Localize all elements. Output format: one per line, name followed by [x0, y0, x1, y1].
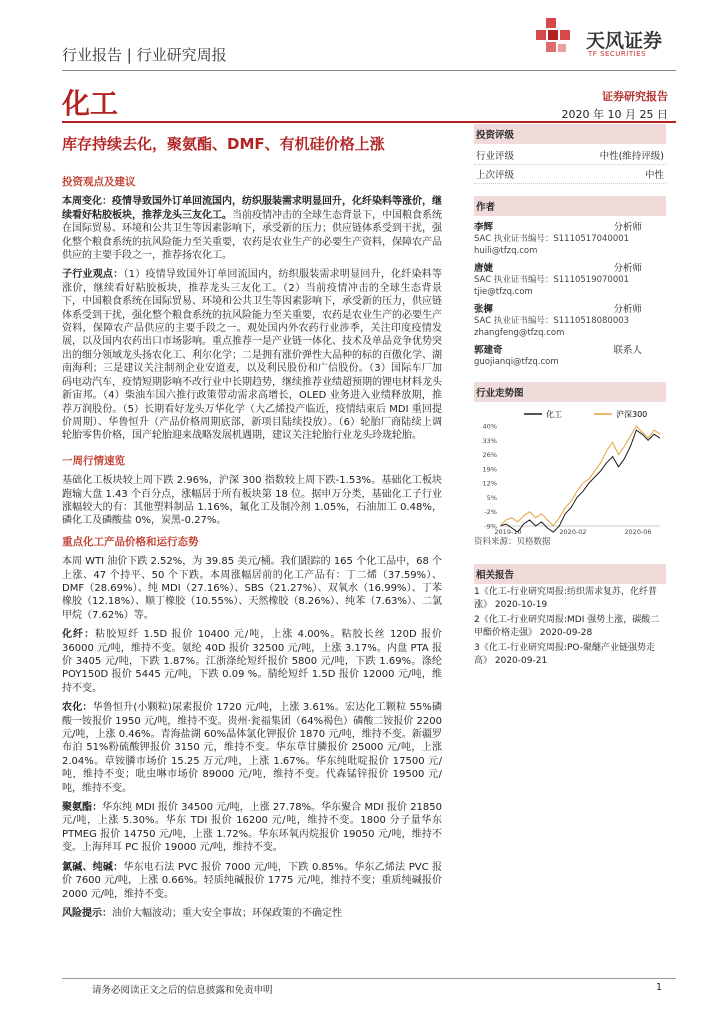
- related-heading: 相关报告: [474, 564, 666, 584]
- paragraph-agro: [62, 701, 442, 795]
- trend-chart-svg: [474, 406, 666, 536]
- author-title: 分析师: [613, 222, 642, 233]
- logo-subtitle: TF SECURITIES: [588, 50, 647, 58]
- report-date: 2020 年 10 月 25 日: [561, 108, 668, 121]
- trend-heading: 行业走势图: [474, 382, 666, 402]
- related-report-item[interactable]: 2《化工-行业研究周报:MDI 强势上涨，碳酸二甲酯价格走强》 2020-09-28: [474, 615, 660, 638]
- y-tick-label: 26%: [482, 451, 497, 460]
- author-title: 联系人: [613, 345, 642, 356]
- author-name: 郭建奇: [474, 345, 503, 356]
- series-line: [500, 430, 660, 532]
- label-subindustry: 子行业观点：: [62, 269, 124, 281]
- author-entry: [474, 219, 666, 257]
- author-name: 张樨: [474, 304, 494, 315]
- author-email[interactable]: zhangfeng@tfzq.com: [474, 328, 565, 338]
- x-tick-label: 2020-06: [624, 528, 652, 536]
- page-number: 1: [655, 982, 662, 993]
- author-cert: SAC 执业证书编号：S1110518080003: [474, 316, 630, 326]
- rating-value: 中性: [644, 170, 664, 181]
- title-divider: [62, 121, 676, 123]
- y-tick-label: 5%: [486, 493, 497, 502]
- author-entry: [474, 260, 666, 298]
- text-polyurethane: 华东纯 MDI 报价 34500 元/吨，上涨 27.78%。华东聚合 MDI 报价 21850 元/吨，上涨 5.30%。华东 TDI 报价 16200 元/吨，维持不变。1800 分子量华东 PTMEG 报价 14750 元/吨，上涨 1.72%。华东环氧丙烷报价 19050 元/吨，维持不变。上海拜耳 PC 报价 19000 元/吨，维持不变。: [62, 802, 443, 854]
- document-type: 证券研究报告: [602, 90, 668, 103]
- text-weekly-change: 当前疫情冲击的全球生态背景下，中国粮食系统在国际贸易、环境和公共卫生等因素影响下，承受新的压力；供应链体系受到干扰，强化整个粮食系统的抗风险能力至关重要，农药是农业生产的必要生产资料，保障农产品供应的主要手段之一，推荐扬农化工。: [62, 209, 442, 262]
- y-tick-label: -2%: [484, 508, 497, 517]
- y-tick-label: 19%: [482, 465, 497, 474]
- paragraph-polyurethane: [62, 801, 442, 855]
- author-name: 唐婕: [474, 263, 494, 274]
- header-divider: [62, 70, 676, 71]
- label-fiber: 化纤：: [62, 629, 96, 641]
- legend-label: 沪深300: [616, 410, 648, 419]
- report-category: 行业报告 | 行业研究周报: [62, 46, 227, 64]
- y-tick-label: 12%: [482, 479, 497, 488]
- logo-mark-icon: [536, 18, 570, 52]
- related-report-item[interactable]: 1《化工-行业研究周报:纺织需求复苏，化纤普涨》 2020-10-19: [474, 587, 658, 610]
- author-email[interactable]: guojianqi@tfzq.com: [474, 357, 559, 367]
- paragraph-market: 基础化工板块较上周下跌 2.96%，沪深 300 指数较上周下跌-1.53%。基础化工板块跑输大盘 1.43 个百分点，涨幅居于所有板块第 18 位。据申万分类，基础化工子行业涨幅较大的有：其他塑料制品 1.16%，氟化工及制冷剂 1.05%，石油加工 0.48%，磷化工及磷酸盐 0%，炭黑-0.27%。: [62, 475, 442, 527]
- author-cert: SAC 执业证书编号：S1110517040001: [474, 234, 630, 244]
- author-entry: [474, 342, 666, 368]
- text-risk: 油价大幅波动；重大安全事故；环保政策的不确定性: [112, 907, 342, 919]
- label-risk: 风险提示：: [62, 907, 112, 919]
- text-subindustry: （1）疫情导致国外订单回流国内，纺织服装需求明显回升，化纤染料等涨价，继续看好粘胶板块，推荐龙头三友化工。（2）当前疫情冲击的全球生态背景下，中国粮食系统在国际贸易、环境和公共卫生等因素影响下，承受新的压力，供应链体系受到干扰，强化整个粮食系统的抗风险能力至关重要，农药是农业生产的必要生产资料，保障农产品供应的主要手段之一。观处国内外农药行业涉季，关注印度疫情发展，以及国内农药出口市场影响。重点推荐一是产业链一体化、技术及单品竞争优势突出的细分领域龙头扬农化工、利尔化学；二是拥有涨价弹性大品种的标的百傲化学、湖南海利；三是建议关注制剂企业安道麦，以及利民股份和广信股份。（3）国际车厂加码电动汽车，疫情短期影响不改行业中长期趋势，继续推荐业绩超预期的锂电材料龙头新宙邦。（4）柴油车国六推行政策带动需求高增长，OLED 业务进入业绩释放期，推荐万润股份。（5）长期看好龙头万华化学（大乙烯投产临近，疫情结束后 MDI 重回提价周期）、华鲁恒升（产品价格周期底部，新项目陆续投放）。（6）轮胎厂商陆续上调轮胎零售价格，国产轮胎迎来战略发展机遇期，建议关注轮胎行业龙头玲珑轮胎。: [62, 269, 442, 442]
- legend-label: 化工: [546, 410, 562, 419]
- text-agro: 华鲁恒升(小颗粒)尿素报价 1720 元/吨，上涨 3.61%。宏达化工颗粒 55%磷酸一铵报价 1950 元/吨，维持不变。贵州·瓮福集团（64%褐色）磷酸二铵报价 2200 元/吨，上涨 0.46%。青海盐湖 60%晶体氯化钾报价 1870 元/吨，维持不变。新疆罗布泊 51%粉硫酸钾报价 3150 元，维持不变。华东草甘膦报价 25000 元/吨，上涨 2.04%。草铵膦市场价 15.25 万元/吨，上涨 1.67%。华东纯吡啶报价 17500 元/吨，维持不变；吡虫啉市场价 89000 元/吨，维持不变。代森锰锌报价 19500 元/吨，维持不变。: [62, 702, 442, 794]
- text-fiber: 粘胶短纤 1.5D 报价 10400 元/吨，上涨 4.00%。粘胶长丝 120D 报价 36000 元/吨，维持不变。氨纶 40D 报价 32500 元/吨，上涨 3.17%。内盘 PTA 报价 3405 元/吨，下跌 1.87%。江浙涤纶短纤报价 5800 元/吨，下跌 1.69%。涤纶 POY150D 报价 5445 元/吨，下跌 0.09 %。腈纶短纤 1.5D 报价 12000 元/吨，维持不变。: [62, 629, 443, 694]
- x-tick-label: 2019-10: [494, 528, 522, 536]
- y-tick-label: -9%: [484, 522, 497, 531]
- author-title: 分析师: [613, 304, 642, 315]
- paragraph-weekly-change: [62, 195, 442, 262]
- chart-source: 资料来源：贝格数据: [474, 537, 551, 547]
- author-title: 分析师: [613, 263, 642, 274]
- y-tick-label: 33%: [482, 436, 497, 445]
- trend-chart: [474, 406, 666, 536]
- footer-disclaimer: 请务必阅读正文之后的信息披露和免责申明: [92, 985, 273, 996]
- rating-value: 中性(维持评级): [599, 151, 664, 162]
- main-content: [62, 176, 442, 926]
- label-weekly-change: 本周变化：: [62, 196, 112, 208]
- rating-heading: 投资评级: [474, 124, 666, 144]
- label-polyurethane: 聚氨酯：: [62, 802, 103, 814]
- paragraph-fiber: [62, 628, 442, 695]
- section-title-products: 重点化工产品价格和运行态势: [62, 535, 199, 548]
- rating-row: [474, 165, 666, 184]
- paragraph-oil: 本周 WTI 油价下跌 2.52%，为 39.85 美元/桶。我们跟踪的 165 个化工品中，68 个上涨、47 个持平、50 个下跌。本周涨幅居前的化工产品有：丁二烯（37.59%）、DMF（28.69%）、纯 MDI（27.16%）、SBS（21.27%）、双氧水（16.99%）、丁苯橡胶（12.18%）、顺丁橡胶（10.55%）、天然橡胶（8.26%）、纯苯（7.63%）、二氯甲烷（7.62%）等。: [62, 556, 442, 621]
- section-title-investment: 投资观点及建议: [62, 176, 136, 188]
- author-cert: SAC 执业证书编号：S1110519070001: [474, 275, 630, 285]
- rating-row: [474, 146, 666, 165]
- author-email[interactable]: tjie@tfzq.com: [474, 287, 533, 297]
- footer-divider: [62, 978, 676, 979]
- label-chloralkali: 氯碱、纯碱：: [62, 861, 124, 873]
- paragraph-subindustry: [62, 268, 442, 442]
- x-tick-label: 2020-02: [559, 528, 587, 536]
- paragraph-risk: [62, 907, 442, 920]
- logo-text: 天风证券: [586, 30, 663, 52]
- related-report-item[interactable]: 3《化工-行业研究周报:PO-聚醚产业链强势走高》 2020-09-21: [474, 643, 656, 666]
- author-entry: [474, 301, 666, 339]
- author-email[interactable]: huili@tfzq.com: [474, 246, 538, 256]
- text-chloralkali: 华东电石法 PVC 报价 7000 元/吨，下跌 0.85%。华东乙烯法 PVC 报价 7600 元/吨，上涨 0.66%。轻质纯碱报价 1775 元/吨，维持不变；重质纯碱报价 2000 元/吨，维持不变。: [62, 861, 443, 900]
- authors-heading: 作者: [474, 196, 666, 216]
- author-name: 李辉: [474, 222, 494, 233]
- rating-label: 上次评级: [476, 170, 515, 181]
- label-agro: 农化：: [62, 702, 93, 714]
- highlight-weekly-change: 疫情导致国外订单回流国内，纺织服装需求明显回升，化纤染料等涨价，继续看好粘胶板块，推荐龙头三友化工。: [62, 196, 442, 221]
- rating-label: 行业评级: [476, 151, 515, 162]
- sidebar: [474, 124, 666, 670]
- section-title-market: 一周行情速览: [62, 454, 125, 467]
- paragraph-chloralkali: [62, 861, 442, 901]
- industry-name: 化工: [62, 87, 119, 120]
- y-tick-label: 40%: [482, 422, 497, 431]
- report-title: 库存持续去化，聚氨酯、DMF、有机硅价格上涨: [62, 135, 385, 153]
- series-line: [500, 426, 660, 526]
